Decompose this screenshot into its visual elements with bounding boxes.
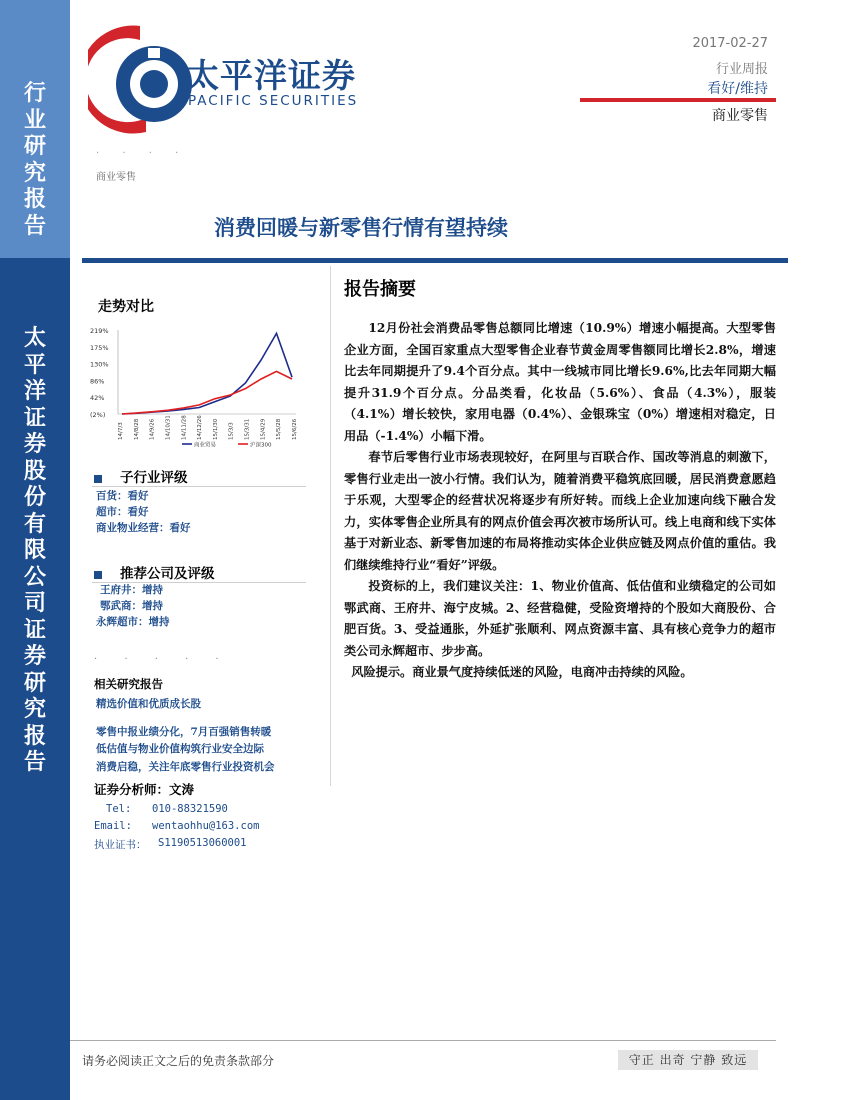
- report-type: 行业周报: [715, 62, 768, 77]
- sidebar-company-label: 太 平 洋 证 券 股 份 有 限 公 司 证 券 研 究 报 告: [23, 325, 46, 775]
- report-date: 2017-02-27: [692, 36, 768, 51]
- logo-company-english: PACIFIC SECURITIES: [188, 93, 359, 109]
- legend-label: 商业贸易: [194, 442, 217, 449]
- industry-rating: 看好/维持: [707, 81, 768, 97]
- x-tick-label: 15/4/29: [260, 418, 267, 440]
- related-report-link[interactable]: 零售中报业绩分化，7月百强销售转暖: [96, 725, 272, 738]
- section-bullet: [94, 475, 102, 483]
- legend-label: 沪深300: [250, 442, 272, 449]
- recommend-item: 永辉超市：增持: [96, 616, 170, 628]
- x-tick-label: 14/7/3: [118, 422, 124, 440]
- analyst-tel: 010-88321590: [152, 803, 228, 815]
- y-tick-label: 86%: [90, 377, 105, 386]
- header-red-rule: [580, 98, 776, 102]
- x-tick-label: 14/9/26: [149, 418, 156, 440]
- related-report-link[interactable]: 消费启稳，关注年底零售行业投资机会: [96, 760, 275, 773]
- analyst-email[interactable]: wentaohhu@163.com: [152, 820, 260, 832]
- sub-rating-item: 超市：看好: [96, 506, 149, 518]
- x-tick-label: 15/6/26: [292, 418, 298, 440]
- summary-paragraph: 投资标的上，我们建议关注：1、物业价值高、低估值和业绩稳定的公司如鄂武商、王府井、海宁皮城。2、经营稳健，受险资增持的个股如大商股份、合肥百货。3、受益通胀，外延扩张顺利、网点资源丰富、具有核心竞争力的超市类公司永辉超市、步步高。: [344, 579, 776, 658]
- breadcrumb: 商业零售: [96, 172, 136, 183]
- section-bullet: [94, 571, 102, 579]
- x-tick-label: 14/11/28: [181, 415, 188, 440]
- x-tick-label: 15/3/31: [244, 418, 251, 440]
- x-tick-label: 14/10/31: [165, 415, 172, 440]
- trend-title: 走势对比: [98, 299, 154, 315]
- logo-company-name: 太平洋证券: [186, 56, 356, 95]
- recommend-item: 王府井：增持: [100, 584, 163, 596]
- breadcrumb-dots: · · · ·: [96, 148, 189, 159]
- related-report-link[interactable]: 低估值与物业价值构筑行业安全边际: [96, 743, 264, 755]
- sub-rating-item: 百货：看好: [96, 490, 149, 502]
- report-sector: 商业零售: [712, 108, 768, 124]
- sub-rating-list: [96, 488, 191, 536]
- x-tick-label: 15/3/3: [228, 422, 235, 440]
- summary-paragraph: 12月份社会消费品零售总额同比增速（10.9%）增速小幅提高。大型零售企业方面，全国百家重点大型零售企业春节黄金周零售额同比增长2.8%，增速比去年同期提升了9.4个百分点。其中一线城市同比增长9.6%,比去年同期大幅提升31.9个百分点。分品类看，化妆品（5.6%）、食品（4.3%），服装（4.1%）增长较快，家用电器（0.4%）、金银珠宝（0%）增速相对稳定，日用品（-1.4%）小幅下滑。: [344, 321, 776, 443]
- analyst-heading: 证券分析师：文涛: [94, 782, 195, 797]
- y-tick-label: 42%: [90, 394, 105, 403]
- related-dots: · · · · ·: [94, 654, 231, 665]
- footer-motto: 守正 出奇 宁静 致远: [618, 1050, 758, 1070]
- summary-paragraph: 春节后零售行业市场表现较好，在阿里与百联合作、国改等消息的刺激下，零售行业走出一波小行情。我们认为，随着消费平稳筑底回暖，居民消费意愿趋于乐观，大型零企的经营状况将逐步有所好转。而线上企业加速向线下融合发力，实体零售企业所具有的网点价值会再次被市场所认可。线上电商和线下实体基于对新业态、新零售加速的布局将推动实体企业供应链及网点价值的重估。我们继续维持行业“看好”评级。: [344, 450, 776, 572]
- title-underline-bar: [82, 258, 788, 263]
- sidebar-report-category: 行 业 研 究 报 告: [23, 80, 46, 239]
- x-tick-label: 15/1/30: [212, 418, 219, 440]
- trend-chart: [82, 320, 312, 460]
- recommend-list: [96, 582, 170, 630]
- analyst-email-label: Email:: [94, 820, 132, 832]
- recommend-item: 鄂武商：增持: [100, 600, 163, 612]
- analyst-tel-label: Tel:: [106, 803, 132, 815]
- analyst-cert: S1190513060001: [158, 837, 247, 849]
- related-reports-heading: 相关研究报告: [94, 677, 163, 691]
- x-tick-label: 14/8/28: [133, 418, 140, 440]
- summary-title: 报告摘要: [344, 279, 416, 300]
- related-report-link[interactable]: 精选价值和优质成长股: [96, 698, 201, 710]
- column-divider: [330, 266, 331, 786]
- sub-rating-rule: [92, 486, 306, 487]
- footer-disclaimer: 请务必阅读正文之后的免责条款部分: [82, 1054, 275, 1068]
- series-line-沪深300: [122, 371, 292, 414]
- y-tick-label: 219%: [90, 327, 109, 335]
- footer-rule: [70, 1040, 776, 1041]
- y-tick-label: 175%: [90, 343, 109, 352]
- recommend-heading: 推荐公司及评级: [94, 562, 215, 582]
- y-tick-label: 130%: [90, 360, 109, 369]
- x-tick-label: 14/12/26: [197, 415, 204, 440]
- sub-rating-item: 商业物业经营：看好: [96, 522, 191, 534]
- summary-paragraph: 风险提示。商业景气度持续低迷的风险，电商冲击持续的风险。: [351, 665, 693, 679]
- related-reports-list: [96, 696, 275, 776]
- x-tick-label: 15/5/28: [276, 418, 283, 440]
- summary-body: [344, 318, 776, 684]
- analyst-cert-label: 执业证书：: [94, 839, 147, 851]
- sub-rating-heading: 子行业评级: [94, 466, 188, 486]
- page-title: 消费回暖与新零售行情有望持续: [214, 215, 508, 240]
- y-tick-label: (2%): [90, 411, 106, 419]
